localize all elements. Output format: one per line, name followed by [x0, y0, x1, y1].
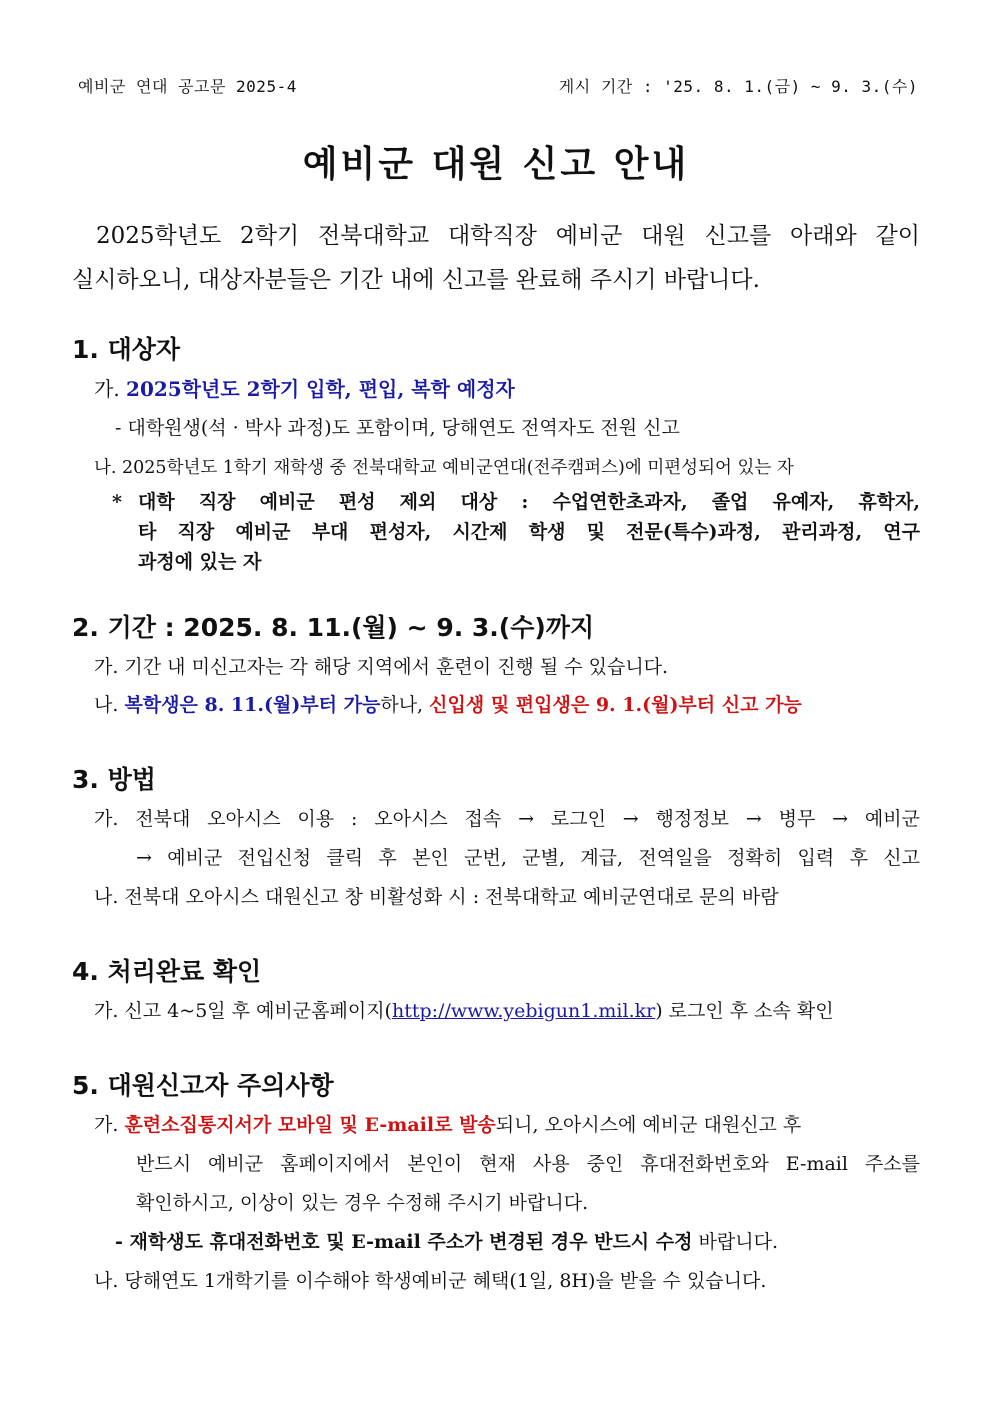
- s5-ga-prefix: 가.: [94, 1114, 125, 1136]
- intro-line-2: 실시하오니, 대상자분들은 기간 내에 신고를 완료해 주시기 바랍니다.: [72, 267, 760, 293]
- s3-item-na: 나. 전북대 오아시스 대원신고 창 비활성화 시 : 전북대학교 예비군연대로 문의 바람: [94, 886, 779, 908]
- s5-dash-note: [115, 1229, 778, 1255]
- s2-na-blue: 복학생은 8. 11.(월)부터 가능: [124, 694, 381, 716]
- s1-ga-prefix: 가.: [94, 377, 127, 401]
- s2-item-na: [94, 692, 802, 718]
- s5-ga-red: 훈련소집통지서가 모바일 및 E-mail로 발송: [124, 1114, 496, 1136]
- s4-item-ga: [94, 998, 834, 1024]
- s5-item-na: 나. 당해연도 1개학기를 이수해야 학생예비군 혜택(1일, 8H)을 받을 수 있습니다.: [94, 1270, 767, 1292]
- section-1-heading: 1. 대상자: [72, 335, 181, 364]
- s1-item-ga: [94, 376, 515, 402]
- notice-number: 예비군 연대 공고문 2025-4: [78, 77, 297, 96]
- s5-item-ga-line-1: [94, 1112, 801, 1138]
- s1-dash-note: - 대학원생(석 · 박사 과정)도 포함이며, 당해연도 전역자도 전원 신고: [115, 417, 680, 439]
- s2-na-red: 신입생 및 편입생은 9. 1.(월)부터 신고 가능: [429, 694, 802, 716]
- s1-star-line-2: 타 직장 예비군 부대 편성자, 시간제 학생 및 전문(특수)과정, 관리과정, 연구: [138, 521, 920, 543]
- section-5-heading: 5. 대원신고자 주의사항: [72, 1071, 334, 1100]
- s1-item-na: 나. 2025학년도 1학기 재학생 중 전북대학교 예비군연대(전주캠퍼스)에 미편성되어 있는 자: [94, 458, 794, 478]
- s1-star-line-3: 과정에 있는 자: [138, 551, 262, 573]
- intro-line-1: 2025학년도 2학기 전북대학교 대학직장 예비군 대원 신고를 아래와 같이: [96, 223, 920, 249]
- s3-item-ga-line-2: → 예비군 전입신청 클릭 후 본인 군번, 군별, 계급, 전역일을 정확히 입력 후 신고: [136, 847, 920, 869]
- s5-dash-bold: - 재학생도 휴대전화번호 및 E-mail 주소가 변경된 경우 반드시 수정: [115, 1231, 693, 1253]
- section-3-heading: 3. 방법: [72, 765, 156, 794]
- s1-star-line-1: 대학 직장 예비군 편성 제외 대상 : 수업연한초과자, 졸업 유예자, 휴학자,: [138, 491, 920, 513]
- section-4-heading: 4. 처리완료 확인: [72, 957, 262, 986]
- s1-ga-text: 2025학년도 2학기 입학, 편입, 복학 예정자: [126, 377, 515, 401]
- s2-na-prefix: 나.: [94, 694, 125, 716]
- s4-ga-suffix: ) 로그인 후 소속 확인: [655, 1000, 834, 1022]
- page-title: 예비군 대원 신고 안내: [302, 144, 690, 185]
- s5-item-ga-line-3: 확인하시고, 이상이 있는 경우 수정해 주시기 바랍니다.: [136, 1192, 589, 1214]
- s5-ga-rest: 되니, 오아시스에 예비군 대원신고 후: [495, 1114, 802, 1136]
- s5-item-ga-line-2: 반드시 예비군 홈페이지에서 본인이 현재 사용 중인 휴대전화번호와 E-mail 주소를: [136, 1153, 920, 1175]
- s2-item-ga: 가. 기간 내 미신고자는 각 해당 지역에서 훈련이 진행 될 수 있습니다.: [94, 656, 669, 678]
- s2-na-mid: 하나,: [380, 694, 430, 716]
- s4-ga-prefix: 가. 신고 4~5일 후 예비군홈페이지(: [94, 1000, 392, 1022]
- posting-period: 게시 기간 : '25. 8. 1.(금) ~ 9. 3.(수): [558, 77, 918, 96]
- s3-item-ga-line-1: 가. 전북대 오아시스 이용 : 오아시스 접속 → 로그인 → 행정정보 → 병무 → 예비군: [94, 808, 920, 830]
- s5-dash-rest: 바랍니다.: [692, 1231, 778, 1253]
- intro-paragraph: [72, 214, 920, 302]
- yebigun-homepage-link[interactable]: http://www.yebigun1.mil.kr: [391, 1000, 656, 1022]
- section-2-heading: 2. 기간 : 2025. 8. 11.(월) ~ 9. 3.(수)까지: [72, 613, 595, 642]
- s1-star-mark: *: [112, 491, 122, 513]
